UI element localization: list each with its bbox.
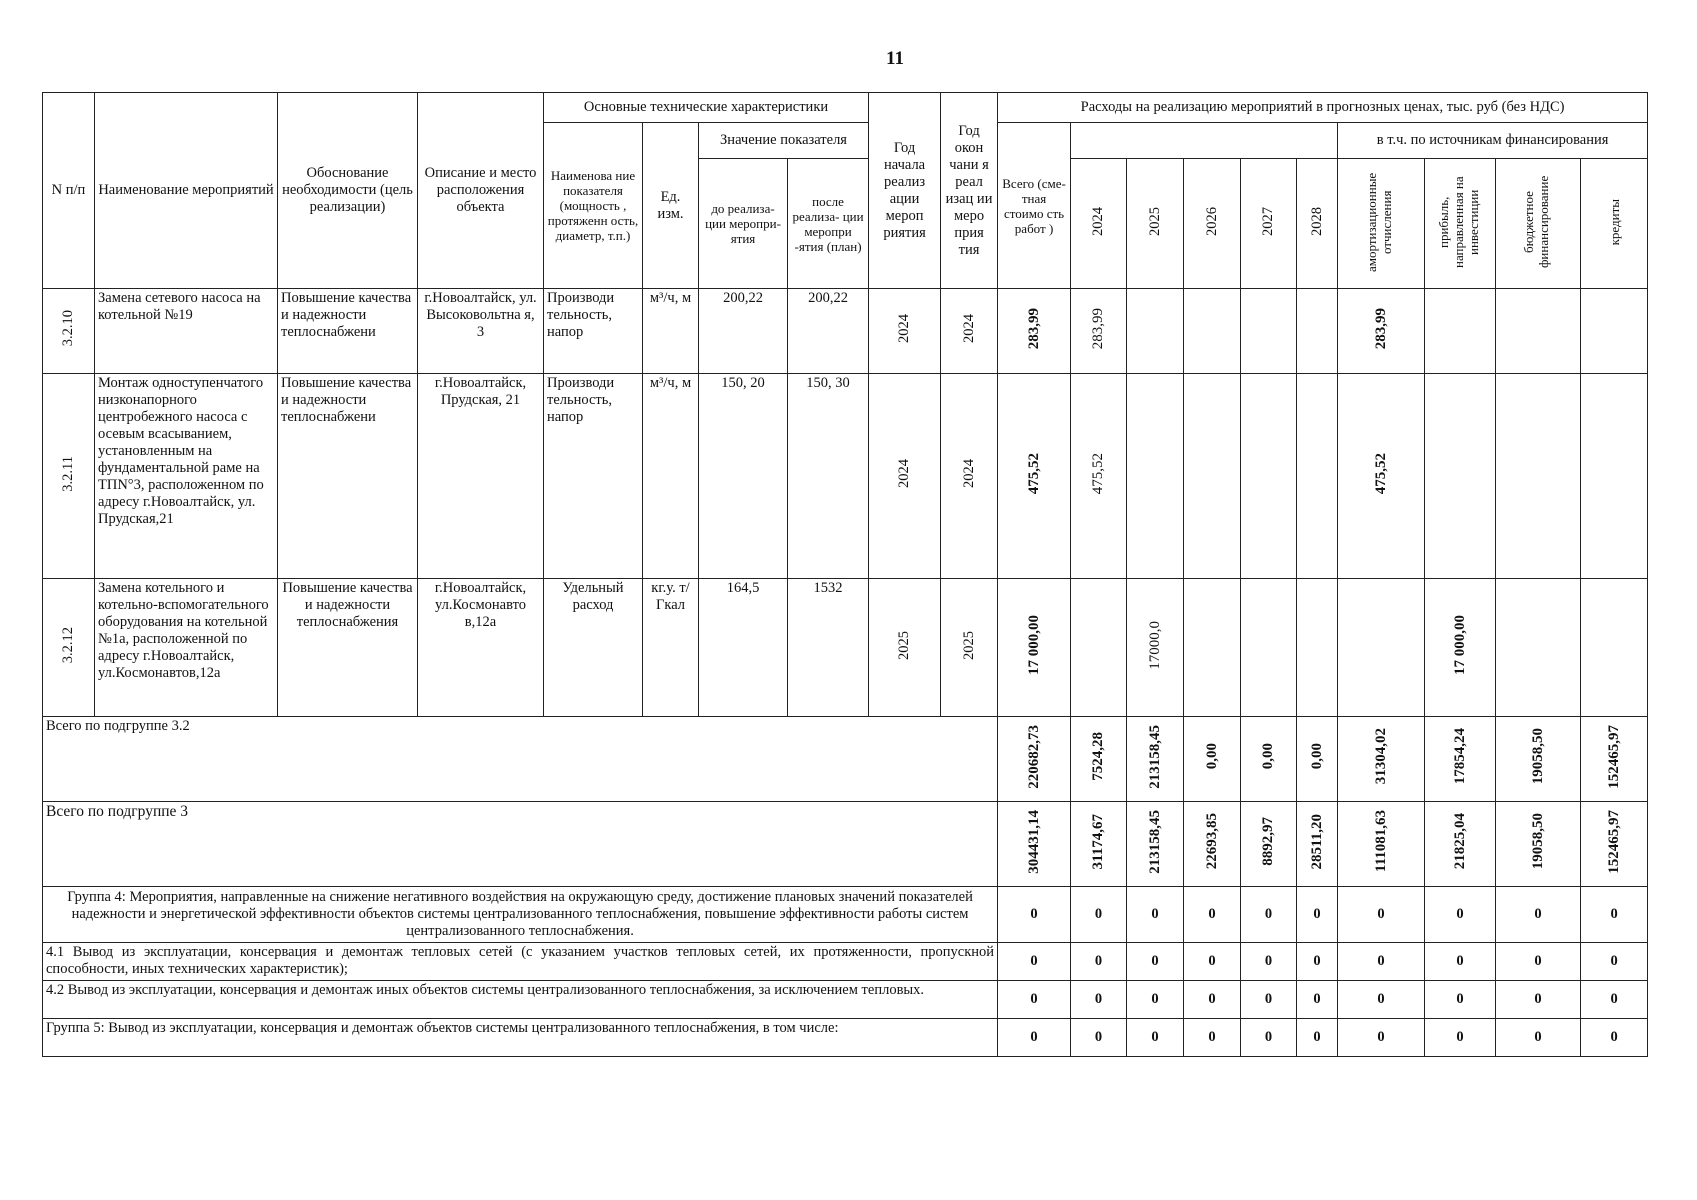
header-years-group [1071, 123, 1338, 159]
group-value: 0 [1338, 1019, 1425, 1057]
subtotal-value: 111081,63 [1338, 802, 1425, 887]
row-profit [1425, 289, 1496, 374]
group-row-4-2 [43, 981, 1648, 1019]
row-credit [1581, 374, 1648, 579]
group-value: 0 [998, 1019, 1071, 1057]
subtotal-value: 21825,04 [1425, 802, 1496, 887]
row-credit [1581, 579, 1648, 717]
row-budget [1496, 579, 1581, 717]
group-value: 0 [1581, 1019, 1648, 1057]
group-label: Группа 5: Вывод из эксплуатации, консервация и демонтаж объектов системы централизованного теплоснабжения, в том числе: [43, 1019, 998, 1057]
group-value: 0 [1581, 943, 1648, 981]
group-value: 0 [1071, 887, 1127, 943]
row-before: 150, 20 [699, 374, 788, 579]
subtotal-value: 213158,45 [1127, 802, 1184, 887]
row-y2026 [1184, 374, 1241, 579]
row-y2027 [1241, 289, 1297, 374]
group-value: 0 [1184, 1019, 1241, 1057]
row-profit [1425, 374, 1496, 579]
subtotal-value: 17854,24 [1425, 717, 1496, 802]
subtotal-value: 213158,45 [1127, 717, 1184, 802]
table-row [43, 374, 1648, 579]
subtotal-value: 8892,97 [1241, 802, 1297, 887]
group-value: 0 [1071, 1019, 1127, 1057]
group-value: 0 [1184, 887, 1241, 943]
row-unit: м³/ч, м [643, 289, 699, 374]
subtotal-row-3-2 [43, 717, 1648, 802]
row-total: 283,99 [998, 289, 1071, 374]
header-src-credit: кредиты [1581, 159, 1648, 289]
header-total: Всего (сме- тная стоимо сть работ ) [998, 123, 1071, 289]
row-name: Замена котельного и котельно-вспомогательного оборудования на котельной №1а, расположенной по адресу г.Новоалтайск, ул.Космонавтов,12а [95, 579, 278, 717]
group-value: 0 [998, 887, 1071, 943]
group-label: 4.2 Вывод из эксплуатации, консервация и демонтаж иных объектов системы централизованного теплоснабжения, за исключением тепловых. [43, 981, 998, 1019]
row-amort: 283,99 [1338, 289, 1425, 374]
row-year-end: 2024 [941, 289, 998, 374]
row-unit: м³/ч, м [643, 374, 699, 579]
row-year-start: 2025 [869, 579, 941, 717]
row-after: 1532 [788, 579, 869, 717]
group-value: 0 [1338, 981, 1425, 1019]
row-name: Монтаж одноступенчатого низконапорного центробежного насоса с осевым всасыванием, установленным на фундаментальной раме на ТПN°3, расположенном по адресу г.Новоалтайск, ул. Прудская,21 [95, 374, 278, 579]
group-value: 0 [1496, 887, 1581, 943]
header-year-2024: 2024 [1071, 159, 1127, 289]
subtotal-value: 28511,20 [1297, 802, 1338, 887]
group-value: 0 [1184, 981, 1241, 1019]
row-before: 164,5 [699, 579, 788, 717]
group-value: 0 [1496, 943, 1581, 981]
header-num: N п/п [43, 93, 95, 289]
group-value: 0 [1425, 887, 1496, 943]
table-row [43, 289, 1648, 374]
subtotal-value: 31304,02 [1338, 717, 1425, 802]
group-row-5 [43, 1019, 1648, 1057]
row-description: г.Новоалтайск, ул.Космонавто в,12а [418, 579, 544, 717]
row-budget [1496, 374, 1581, 579]
group-value: 0 [1241, 887, 1297, 943]
row-year-end: 2024 [941, 374, 998, 579]
group-value: 0 [1581, 887, 1648, 943]
row-num: 3.2.11 [43, 374, 95, 579]
group-label: 4.1 Вывод из эксплуатации, консервация и демонтаж тепловых сетей (с указанием участков тепловых сетей, их протяженности, пропускной способности, иных технических характеристик); [43, 943, 998, 981]
group-row-4-1 [43, 943, 1648, 981]
row-indicator: Удельный расход [544, 579, 643, 717]
header-expenses: Расходы на реализацию мероприятий в прогнозных ценах, тыс. руб (без НДС) [998, 93, 1648, 123]
subtotal-value: 22693,85 [1184, 802, 1241, 887]
row-amort [1338, 579, 1425, 717]
row-total: 475,52 [998, 374, 1071, 579]
subtotal-value: 7524,28 [1071, 717, 1127, 802]
group-value: 0 [1127, 943, 1184, 981]
subtotal-value: 152465,97 [1581, 717, 1648, 802]
header-tech: Основные технические характеристики [544, 93, 869, 123]
subtotal-value: 220682,73 [998, 717, 1071, 802]
header-description: Описание и место расположения объекта [418, 93, 544, 289]
row-y2027 [1241, 579, 1297, 717]
group-value: 0 [1496, 981, 1581, 1019]
row-description: г.Новоалтайск, Прудская, 21 [418, 374, 544, 579]
row-total: 17 000,00 [998, 579, 1071, 717]
row-justification: Повышение качества и надежности теплоснабжени [278, 374, 418, 579]
header-unit: Ед. изм. [643, 123, 699, 289]
row-description: г.Новоалтайск, ул. Высоковольтна я, 3 [418, 289, 544, 374]
subtotal-row-3 [43, 802, 1648, 887]
row-after: 150, 30 [788, 374, 869, 579]
group-value: 0 [1127, 1019, 1184, 1057]
row-indicator: Производи тельность, напор [544, 374, 643, 579]
header-year-2027: 2027 [1241, 159, 1297, 289]
group-value: 0 [998, 981, 1071, 1019]
row-y2028 [1297, 579, 1338, 717]
subtotal-value: 0,00 [1297, 717, 1338, 802]
subtotal-value: 31174,67 [1071, 802, 1127, 887]
subtotal-value: 19058,50 [1496, 802, 1581, 887]
row-justification: Повышение качества и надежности теплоснабжения [278, 579, 418, 717]
group-value: 0 [1241, 1019, 1297, 1057]
header-sources: в т.ч. по источникам финансирования [1338, 123, 1648, 159]
header-year-start: Год начала реализ ации мероп риятия [869, 93, 941, 289]
row-y2024 [1071, 579, 1127, 717]
header-year-end: Год окон чани я реал изац ии меро прия тия [941, 93, 998, 289]
subtotal-label: Всего по подгруппе 3 [43, 802, 998, 887]
group-value: 0 [1496, 1019, 1581, 1057]
group-value: 0 [1184, 943, 1241, 981]
group-label: Группа 4: Мероприятия, направленные на снижение негативного воздействия на окружающую среду, достижение плановых значений показателей надежности и энергетической эффективности объектов системы централизованного теплоснабжения, повышение эффективности работы систем централизованного теплоснабжения. [43, 887, 998, 943]
header-justification: Обоснование необходимости (цель реализации) [278, 93, 418, 289]
group-value: 0 [1425, 981, 1496, 1019]
header-indicator-name: Наименова ние показателя (мощность , протяженн ость, диаметр, т.п.) [544, 123, 643, 289]
row-y2028 [1297, 289, 1338, 374]
table-row [43, 579, 1648, 717]
group-value: 0 [1297, 887, 1338, 943]
subtotal-value: 304431,14 [998, 802, 1071, 887]
row-y2025: 17000,0 [1127, 579, 1184, 717]
group-value: 0 [1241, 943, 1297, 981]
group-value: 0 [1581, 981, 1648, 1019]
row-indicator: Производи тельность, напор [544, 289, 643, 374]
row-justification: Повышение качества и надежности теплоснабжени [278, 289, 418, 374]
row-credit [1581, 289, 1648, 374]
header-src-amort: амортизационные отчисления [1338, 159, 1425, 289]
group-row-4 [43, 887, 1648, 943]
subtotal-value: 152465,97 [1581, 802, 1648, 887]
group-value: 0 [1071, 943, 1127, 981]
subtotal-value: 19058,50 [1496, 717, 1581, 802]
row-year-start: 2024 [869, 289, 941, 374]
header-year-2026: 2026 [1184, 159, 1241, 289]
row-y2026 [1184, 289, 1241, 374]
row-unit: кг.у. т/ Гкал [643, 579, 699, 717]
row-budget [1496, 289, 1581, 374]
group-value: 0 [1425, 1019, 1496, 1057]
header-year-2028: 2028 [1297, 159, 1338, 289]
subtotal-label: Всего по подгруппе 3.2 [43, 717, 998, 802]
group-value: 0 [1338, 943, 1425, 981]
group-value: 0 [1297, 1019, 1338, 1057]
group-value: 0 [1071, 981, 1127, 1019]
header-name: Наименование мероприятий [95, 93, 278, 289]
row-num: 3.2.12 [43, 579, 95, 717]
row-name: Замена сетевого насоса на котельной №19 [95, 289, 278, 374]
row-year-start: 2024 [869, 374, 941, 579]
header-src-profit: прибыль, направленная на инвестиции [1425, 159, 1496, 289]
header-src-budget: бюджетное финансирование [1496, 159, 1581, 289]
row-y2028 [1297, 374, 1338, 579]
header-after: после реализа- ции меропри -ятия (план) [788, 159, 869, 289]
investment-table [42, 92, 1648, 1057]
page-number: 11 [886, 48, 904, 69]
row-y2025 [1127, 374, 1184, 579]
header-year-2025: 2025 [1127, 159, 1184, 289]
row-y2024: 283,99 [1071, 289, 1127, 374]
row-profit: 17 000,00 [1425, 579, 1496, 717]
row-year-end: 2025 [941, 579, 998, 717]
row-y2025 [1127, 289, 1184, 374]
group-value: 0 [1297, 981, 1338, 1019]
header-before: до реализа- ции меропри- ятия [699, 159, 788, 289]
row-num: 3.2.10 [43, 289, 95, 374]
row-before: 200,22 [699, 289, 788, 374]
group-value: 0 [1338, 887, 1425, 943]
group-value: 0 [1127, 887, 1184, 943]
group-value: 0 [1127, 981, 1184, 1019]
group-value: 0 [1297, 943, 1338, 981]
group-value: 0 [1241, 981, 1297, 1019]
row-y2024: 475,52 [1071, 374, 1127, 579]
row-after: 200,22 [788, 289, 869, 374]
subtotal-value: 0,00 [1241, 717, 1297, 802]
group-value: 0 [998, 943, 1071, 981]
row-y2026 [1184, 579, 1241, 717]
group-value: 0 [1425, 943, 1496, 981]
row-amort: 475,52 [1338, 374, 1425, 579]
row-y2027 [1241, 374, 1297, 579]
subtotal-value: 0,00 [1184, 717, 1241, 802]
header-indicator-value: Значение показателя [699, 123, 869, 159]
